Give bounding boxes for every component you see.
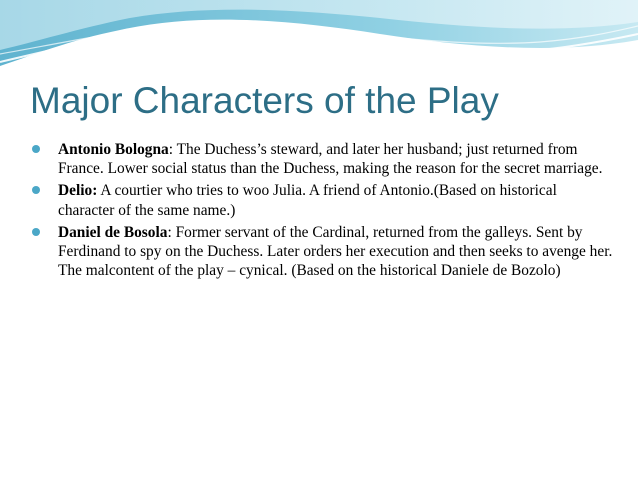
slide-title: Major Characters of the Play: [30, 80, 499, 121]
bullet-term: Antonio Bologna: [58, 141, 169, 158]
bullet-item-bosola: [30, 223, 615, 281]
bullet-dot-icon: [32, 186, 40, 194]
bullet-text: : Former servant of the Cardinal, returned from the galleys. Sent by Ferdinand to spy on the Duchess. Later orders her execution and then seeks to avenge her. The malcontent of the play – cynical. (Based on the historical Daniele de Bozolo): [58, 223, 613, 280]
bullet-dot-icon: [32, 145, 40, 153]
bullet-list: [30, 140, 615, 283]
bullet-item-antonio: [30, 140, 615, 178]
bullet-text: : The Duchess’s steward, and later her husband; just returned from France. Lower social status than the Duchess, making the reason for the secret marriage.: [58, 141, 603, 178]
bullet-term: Delio:: [58, 182, 98, 200]
bullet-text: A courtier who tries to woo Julia. A friend of Antonio.(Based on historical character of the same name.): [58, 182, 557, 219]
bullet-term: Daniel de Bosola: [58, 223, 168, 241]
header-wave-decoration: [0, 0, 638, 78]
bullet-dot-icon: [32, 228, 40, 236]
bullet-item-delio: [30, 181, 615, 219]
